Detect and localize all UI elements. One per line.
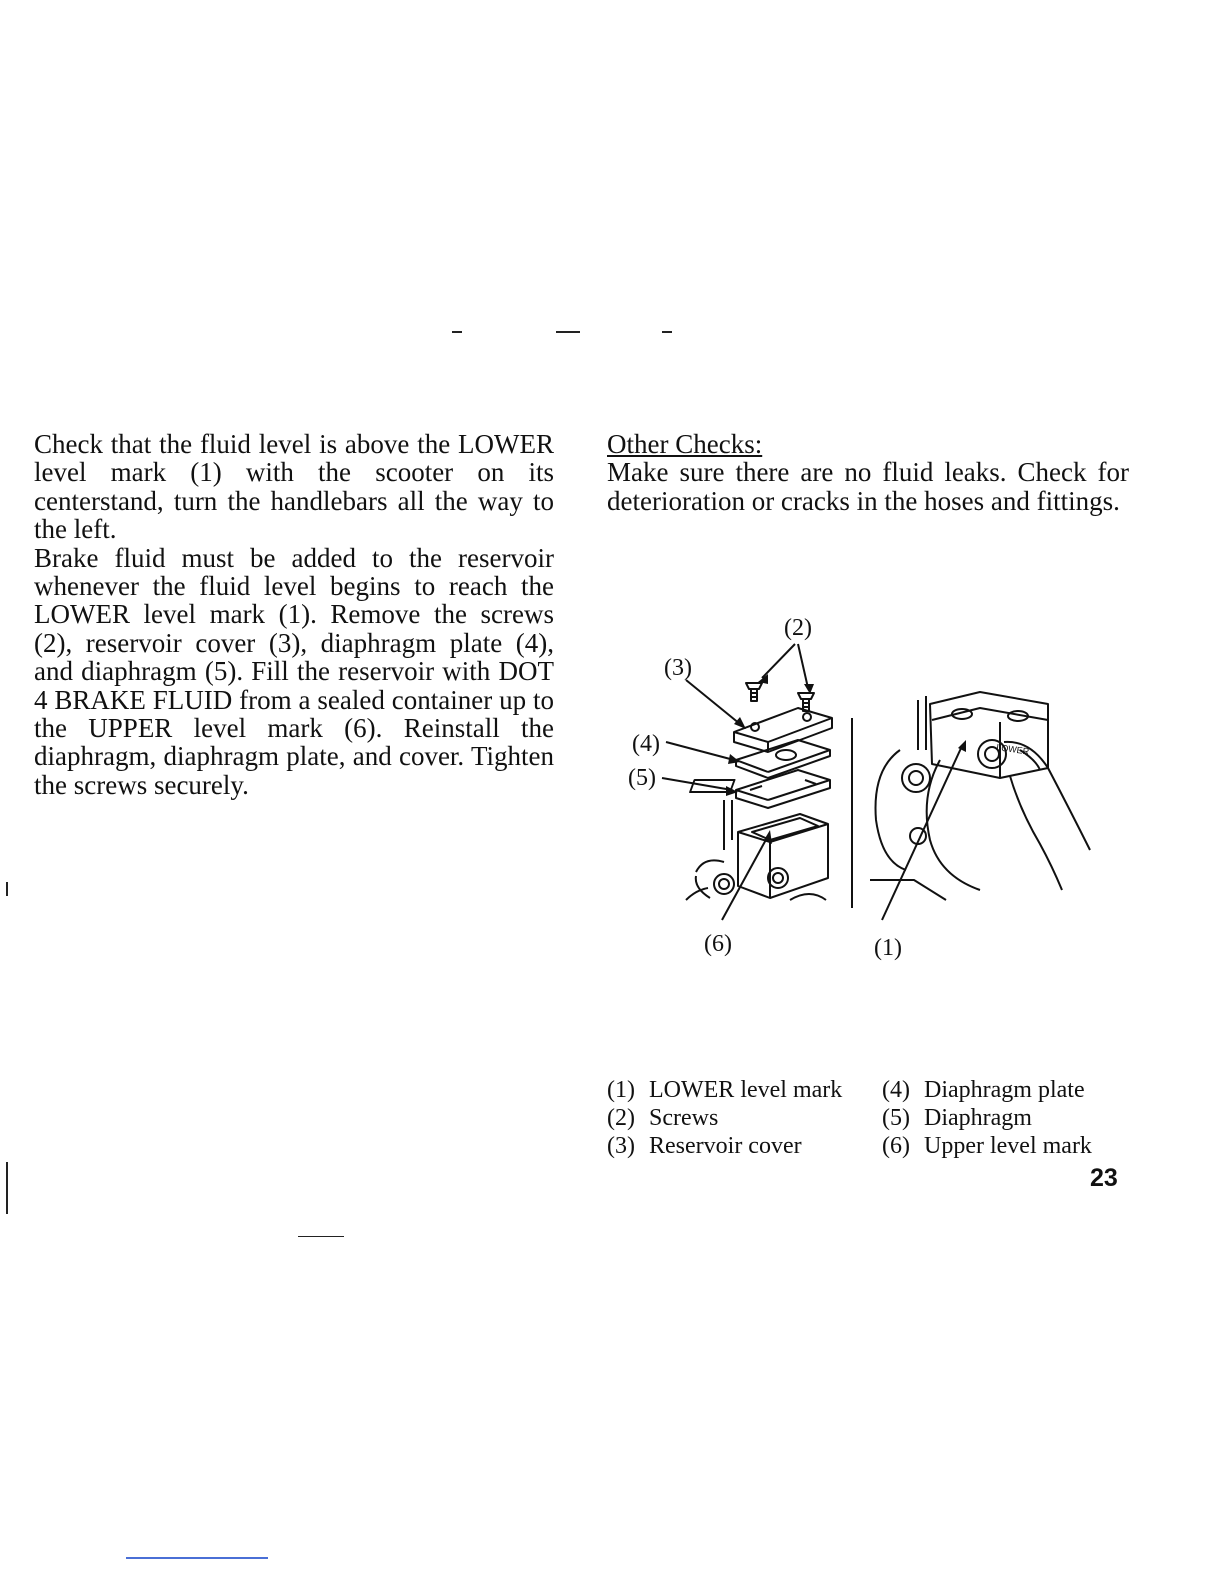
scan-dash <box>452 331 462 333</box>
legend-label: Upper level mark <box>924 1133 1092 1159</box>
legend-number: (2) <box>607 1105 635 1131</box>
callout-3: (3) <box>664 655 692 681</box>
legend-number: (3) <box>607 1133 635 1159</box>
scan-line <box>298 1236 344 1237</box>
arrow-3 <box>686 680 740 724</box>
legend-item <box>882 1076 1085 1104</box>
legend-label: LOWER level mark <box>649 1077 843 1103</box>
legend-number: (6) <box>882 1133 910 1159</box>
scan-dash <box>662 331 672 333</box>
legend-label: Diaphragm <box>924 1105 1032 1131</box>
legend-item <box>607 1104 882 1132</box>
legend-item <box>882 1132 1092 1160</box>
body-paragraph-add-fluid: Brake fluid must be added to the reservoir whenever the fluid level begins to reach the LOWER level mark (1). Remove the screws (2), reservoir cover (3), diaphragm plate (4), and diaphragm (5). Fill the reservoir with DOT 4 BRAKE FLUID from a sealed container up to the UPPER level mark (6). Reinstall the diaphragm, diaphragm plate, and cover. Tighten the screws securely. <box>34 542 554 800</box>
callout-1: (1) <box>874 935 902 961</box>
callout-6: (6) <box>704 931 732 957</box>
page-number: 23 <box>1090 1164 1118 1192</box>
scan-tick <box>6 882 8 896</box>
legend-item <box>882 1104 1032 1132</box>
other-checks-heading: Other Checks: <box>607 429 763 459</box>
scan-line <box>126 1557 268 1559</box>
arrow-2b <box>798 644 808 688</box>
body-paragraph-level-check: Check that the fluid level is above the LOWER level mark (1) with the scooter on its centerstand, turn the handlebars all the way to the left. <box>34 429 554 545</box>
legend-row <box>607 1132 1137 1160</box>
legend-label: Reservoir cover <box>649 1133 802 1159</box>
legend-number: (5) <box>882 1105 910 1131</box>
figure-legend <box>607 1076 1137 1160</box>
arrow-4 <box>666 742 734 760</box>
lower-mark-label: LOWER <box>995 742 1030 757</box>
scan-dash <box>556 331 580 333</box>
callout-2: (2) <box>784 615 812 641</box>
legend-label: Diaphragm plate <box>924 1077 1085 1103</box>
callout-4: (4) <box>632 731 660 757</box>
screw-drawing <box>746 683 762 701</box>
legend-number: (4) <box>882 1077 910 1103</box>
legend-item <box>607 1132 882 1160</box>
scan-tick <box>6 1162 8 1214</box>
assembled-view-drawing <box>870 692 1090 900</box>
legend-number: (1) <box>607 1077 635 1103</box>
arrow-1 <box>882 746 962 920</box>
arrowheads <box>726 674 966 844</box>
other-checks-paragraph: Make sure there are no fluid leaks. Check for deterioration or cracks in the hoses and fittings. <box>607 457 1129 516</box>
legend-row <box>607 1104 1137 1132</box>
reservoir-body-drawing <box>686 800 828 900</box>
legend-item <box>607 1076 882 1104</box>
arrow-2a <box>762 644 795 678</box>
brake-reservoir-figure <box>600 600 1120 970</box>
legend-row <box>607 1076 1137 1104</box>
exploded-view-drawing <box>686 683 832 900</box>
right-column <box>607 430 1129 515</box>
legend-label: Screws <box>649 1105 719 1131</box>
left-column <box>34 430 554 799</box>
callout-5: (5) <box>628 765 656 791</box>
arrow-6 <box>722 836 768 920</box>
